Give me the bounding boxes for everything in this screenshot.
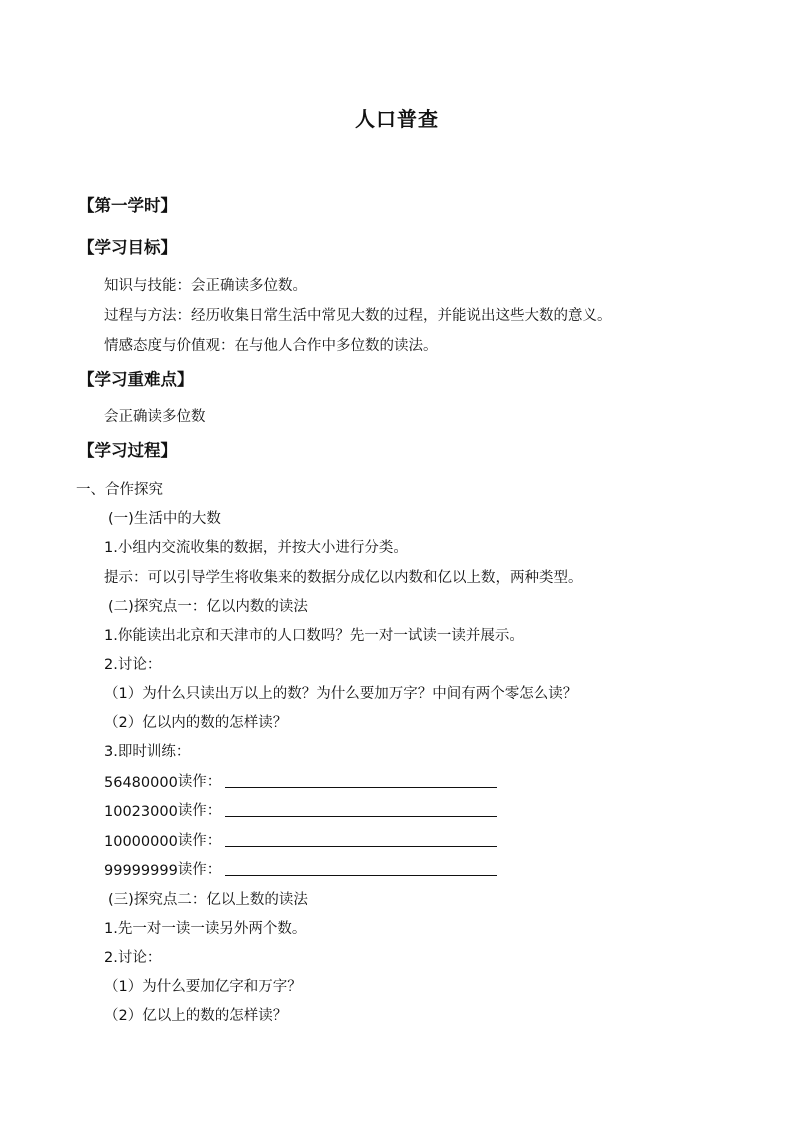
- goal-knowledge: 知识与技能：会正确读多位数。: [104, 278, 307, 294]
- answer-blank-line[interactable]: [225, 875, 497, 876]
- exercise-label: 读作：: [177, 862, 222, 878]
- document-title: 人口普查: [355, 107, 439, 131]
- exercise-number: 99999999: [104, 863, 178, 879]
- keypoint-text: 会正确读多位数: [104, 409, 206, 425]
- part3-item2: 2.讨论：: [104, 950, 162, 966]
- part2-item3: 3.即时训练：: [104, 744, 191, 760]
- part3-item1: 1.先一对一读一读另外两个数。: [104, 921, 307, 937]
- exercise-number: 10000000: [104, 834, 178, 850]
- exercise-label: 读作：: [177, 833, 222, 849]
- section-cooperative-inquiry: 一、合作探究: [76, 482, 163, 498]
- exercise-number: 10023000: [104, 804, 178, 820]
- part3-title: (三)探究点二：亿以上数的读法: [108, 892, 308, 908]
- heading-lesson: 【第一学时】: [78, 196, 177, 215]
- part2-item1: 1.你能读出北京和天津市的人口数吗？先一对一试读一读并展示。: [104, 628, 524, 644]
- part2-item2: 2.讨论：: [104, 657, 162, 673]
- heading-keypoints: 【学习重难点】: [78, 370, 194, 389]
- exercise-row: [104, 829, 497, 850]
- answer-blank-line[interactable]: [225, 787, 497, 788]
- part3-question1: （1）为什么要加亿字和万字？: [104, 979, 302, 995]
- part2-question1: （1）为什么只读出万以上的数？为什么要加万字？中间有两个零怎么读？: [104, 686, 578, 702]
- exercise-label: 读作：: [177, 774, 222, 790]
- part1-title: (一)生活中的大数: [108, 511, 221, 527]
- heading-process: 【学习过程】: [78, 441, 177, 460]
- exercise-row: [104, 799, 497, 820]
- part1-tip: 提示：可以引导学生将收集来的数据分成亿以内数和亿以上数，两种类型。: [104, 570, 583, 586]
- part2-title: (二)探究点一：亿以内数的读法: [108, 599, 308, 615]
- exercise-row: [104, 858, 497, 879]
- goal-process: 过程与方法：经历收集日常生活中常见大数的过程，并能说出这些大数的意义。: [104, 308, 612, 324]
- exercise-row: [104, 770, 497, 791]
- part2-question2: （2）亿以内的数的怎样读？: [104, 715, 288, 731]
- heading-goals: 【学习目标】: [78, 238, 177, 257]
- exercise-number: 56480000: [104, 775, 178, 791]
- exercise-label: 读作：: [177, 803, 222, 819]
- goal-attitude: 情感态度与价值观：在与他人合作中多位数的读法。: [104, 338, 438, 354]
- answer-blank-line[interactable]: [225, 816, 497, 817]
- part1-item1: 1.小组内交流收集的数据，并按大小进行分类。: [104, 540, 408, 556]
- part3-question2: （2）亿以上的数的怎样读？: [104, 1008, 288, 1024]
- answer-blank-line[interactable]: [225, 846, 497, 847]
